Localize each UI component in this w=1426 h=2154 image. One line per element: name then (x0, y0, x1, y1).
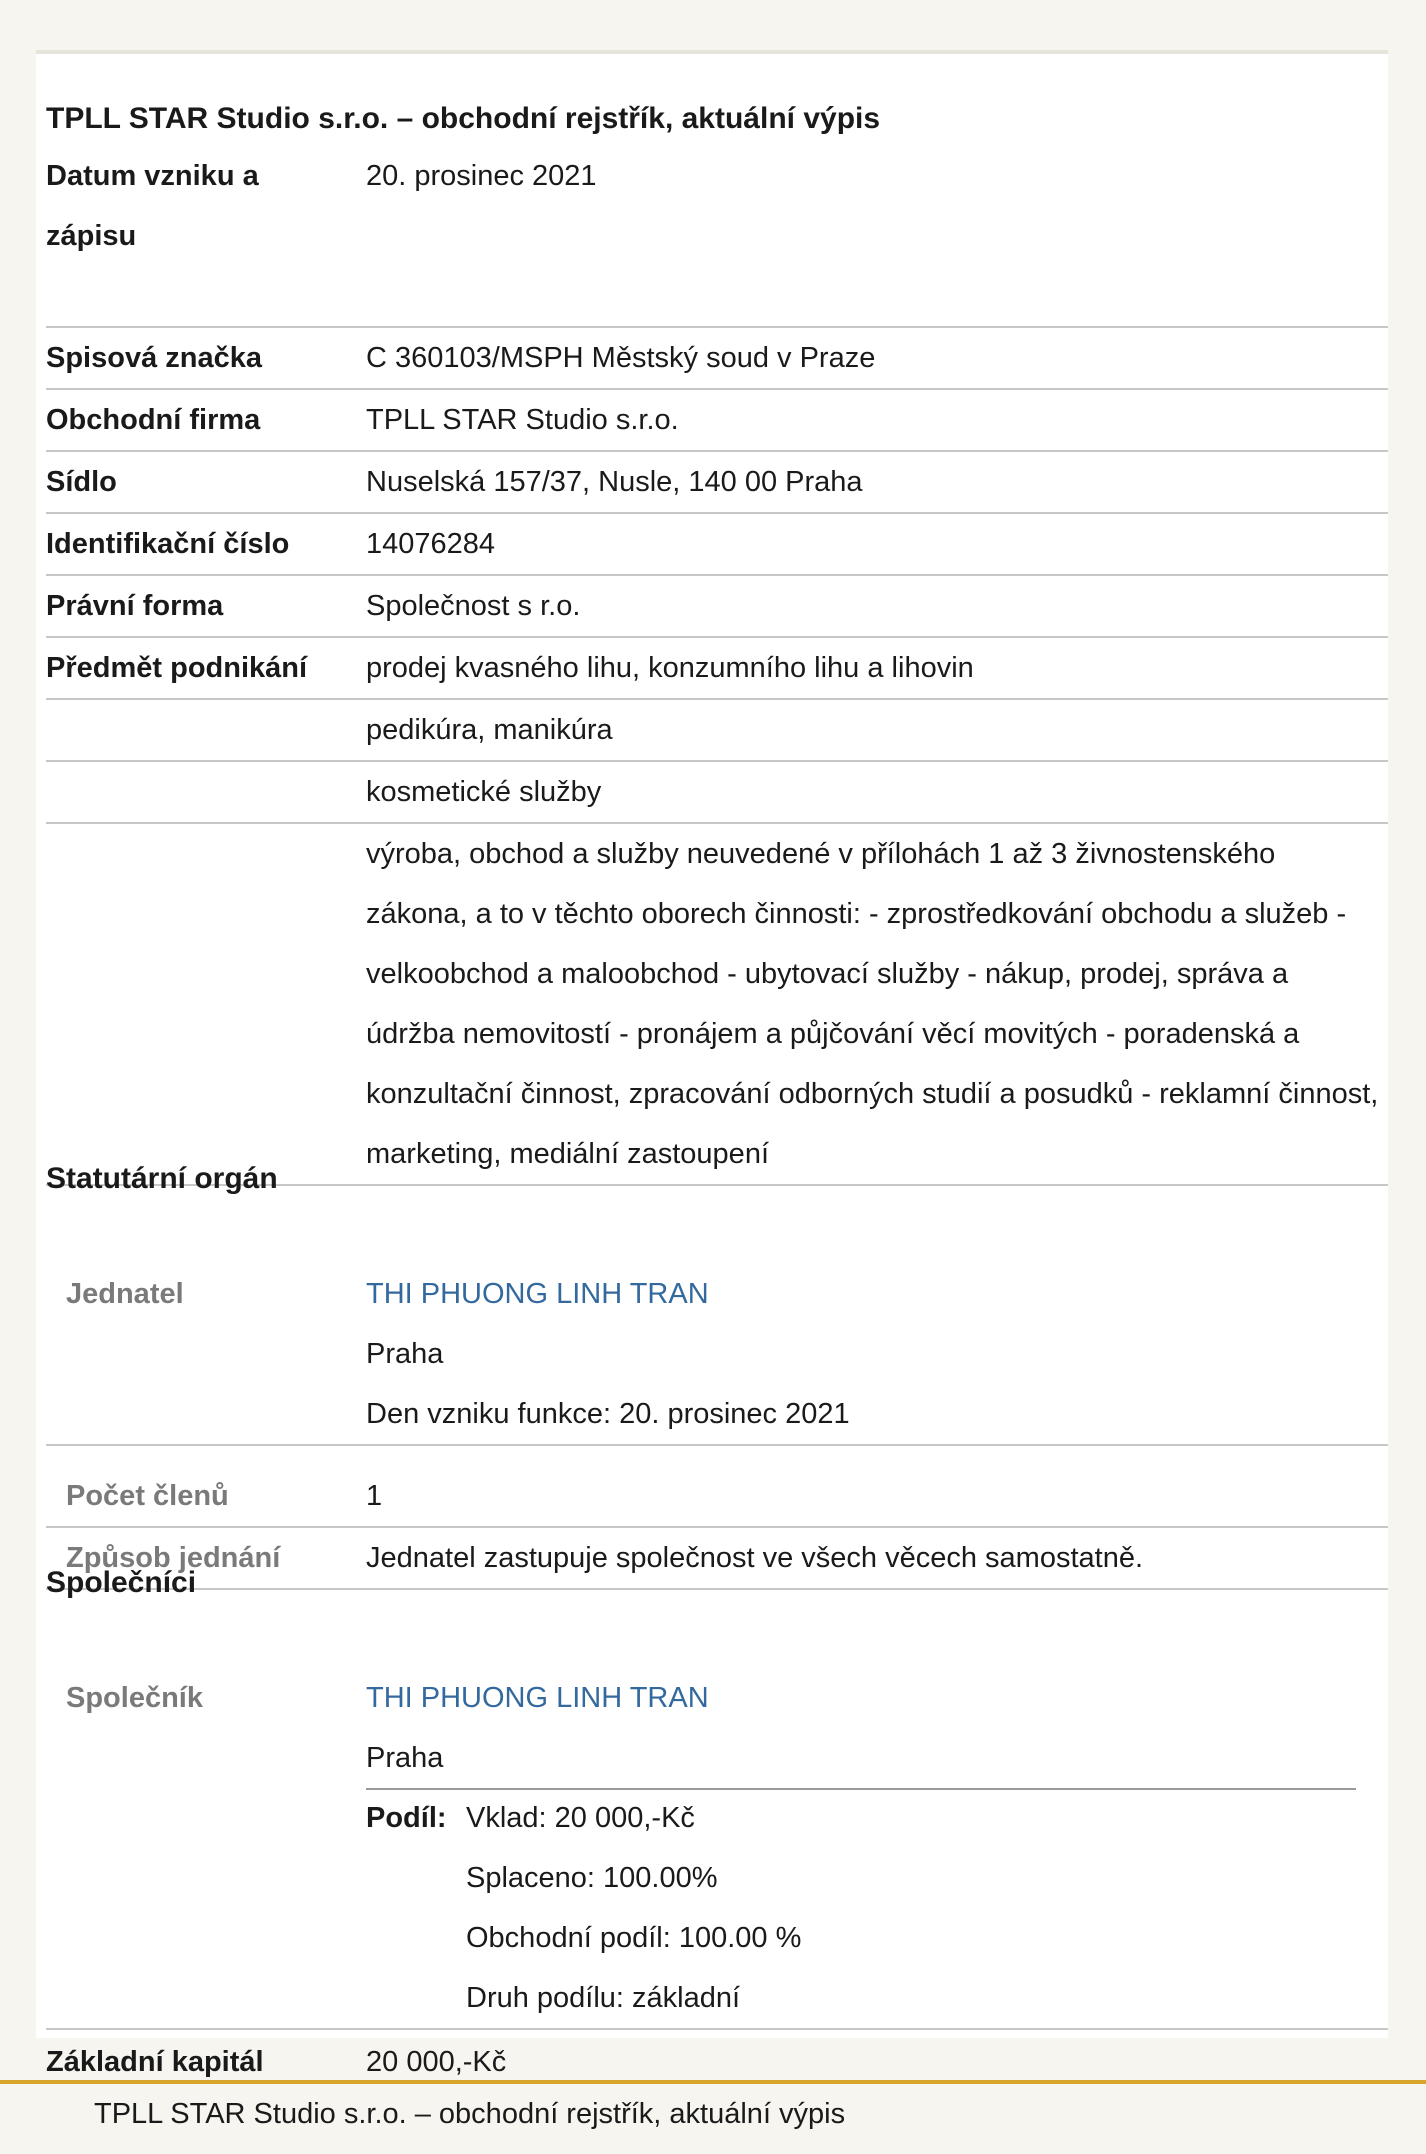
row-value: prodej kvasného lihu, konzumního lihu a lihovin (366, 652, 974, 684)
section-spolecnici: Společníci (46, 1566, 197, 1599)
row-zpusob (46, 1528, 1388, 1590)
podil-druh: Druh podílu: základní (466, 1982, 741, 2014)
jednatel-name-link[interactable]: THI PHUONG LINH TRAN (366, 1278, 709, 1310)
row-label: Předmět podnikání (46, 652, 308, 684)
row-label: Sídlo (46, 466, 117, 498)
row-label: Společník (66, 1682, 203, 1714)
row-value: C 360103/MSPH Městský soud v Praze (366, 342, 876, 374)
row-label: Právní forma (46, 590, 224, 622)
row-value: výroba, obchod a služby neuvedené v přílohách 1 až 3 živnostenského zákona, a to v těchto oborech činnosti: - zprostředkování obchodu a služeb - velkoobchod a maloobchod - ubytovací služby - nákup, prodej, správa a údržba nemovitostí - pronájem a půjčování věcí movitých - poradenská a konzultační činnost, zpracování odborných studií a posudků - reklamní činnost, marketing, mediální zastoupení (366, 838, 1379, 1170)
row-value: Společnost s r.o. (366, 590, 581, 622)
row-ico (46, 514, 1388, 576)
row-label: Identifikační číslo (46, 528, 290, 560)
footer-divider (0, 2080, 1426, 2084)
row-value: Nuselská 157/37, Nusle, 140 00 Praha (366, 466, 863, 498)
row-value: 20 000,-Kč (366, 2046, 507, 2078)
podil-splaceno: Splaceno: 100.00% (466, 1862, 718, 1894)
spolecnik-name-link[interactable]: THI PHUONG LINH TRAN (366, 1682, 709, 1714)
jednatel-since: Den vzniku funkce: 20. prosinec 2021 (366, 1398, 850, 1430)
row-spisova (46, 328, 1388, 390)
section-statutarni: Statutární orgán (46, 1162, 278, 1195)
row-value: pedikúra, manikúra (366, 714, 613, 746)
row-pocet (46, 1466, 1388, 1528)
row-label: Počet členů (66, 1480, 229, 1512)
row-sidlo (46, 452, 1388, 514)
row-value: 20. prosinec 2021 (366, 160, 597, 192)
row-predmet (46, 638, 1388, 700)
row-jednatel (46, 1264, 1388, 1446)
podil-vklad: Vklad: 20 000,-Kč (466, 1802, 695, 1834)
row-label: Spisová značka (46, 342, 262, 374)
row-predmet-4 (46, 824, 1388, 1186)
row-label: Způsob jednání (66, 1542, 281, 1574)
podil-label: Podíl: (366, 1802, 447, 1834)
row-value: 14076284 (366, 528, 496, 560)
row-label: Obchodní firma (46, 404, 261, 436)
footer-title: TPLL STAR Studio s.r.o. – obchodní rejstřík, aktuální výpis (94, 2098, 846, 2130)
row-value: kosmetické služby (366, 776, 602, 808)
spolecnik-city: Praha (366, 1742, 444, 1774)
row-label: Datum vzniku a zápisu (46, 160, 259, 252)
row-value: Jednatel zastupuje společnost ve všech věcech samostatně. (366, 1542, 1144, 1574)
jednatel-city: Praha (366, 1338, 444, 1370)
row-value: 1 (366, 1480, 383, 1512)
row-label: Základní kapitál (46, 2046, 264, 2078)
row-predmet-3 (46, 762, 1388, 824)
row-firma (46, 390, 1388, 452)
document-card (36, 50, 1388, 2078)
row-value: TPLL STAR Studio s.r.o. (366, 404, 679, 436)
podil-obchodni: Obchodní podíl: 100.00 % (466, 1922, 802, 1954)
row-spolecnik (46, 1668, 1388, 2030)
row-predmet-2 (46, 700, 1388, 762)
row-forma (46, 576, 1388, 638)
row-label: Jednatel (66, 1278, 184, 1310)
page-title: TPLL STAR Studio s.r.o. – obchodní rejstřík, aktuální výpis (46, 102, 881, 135)
row-datum (46, 146, 1388, 328)
